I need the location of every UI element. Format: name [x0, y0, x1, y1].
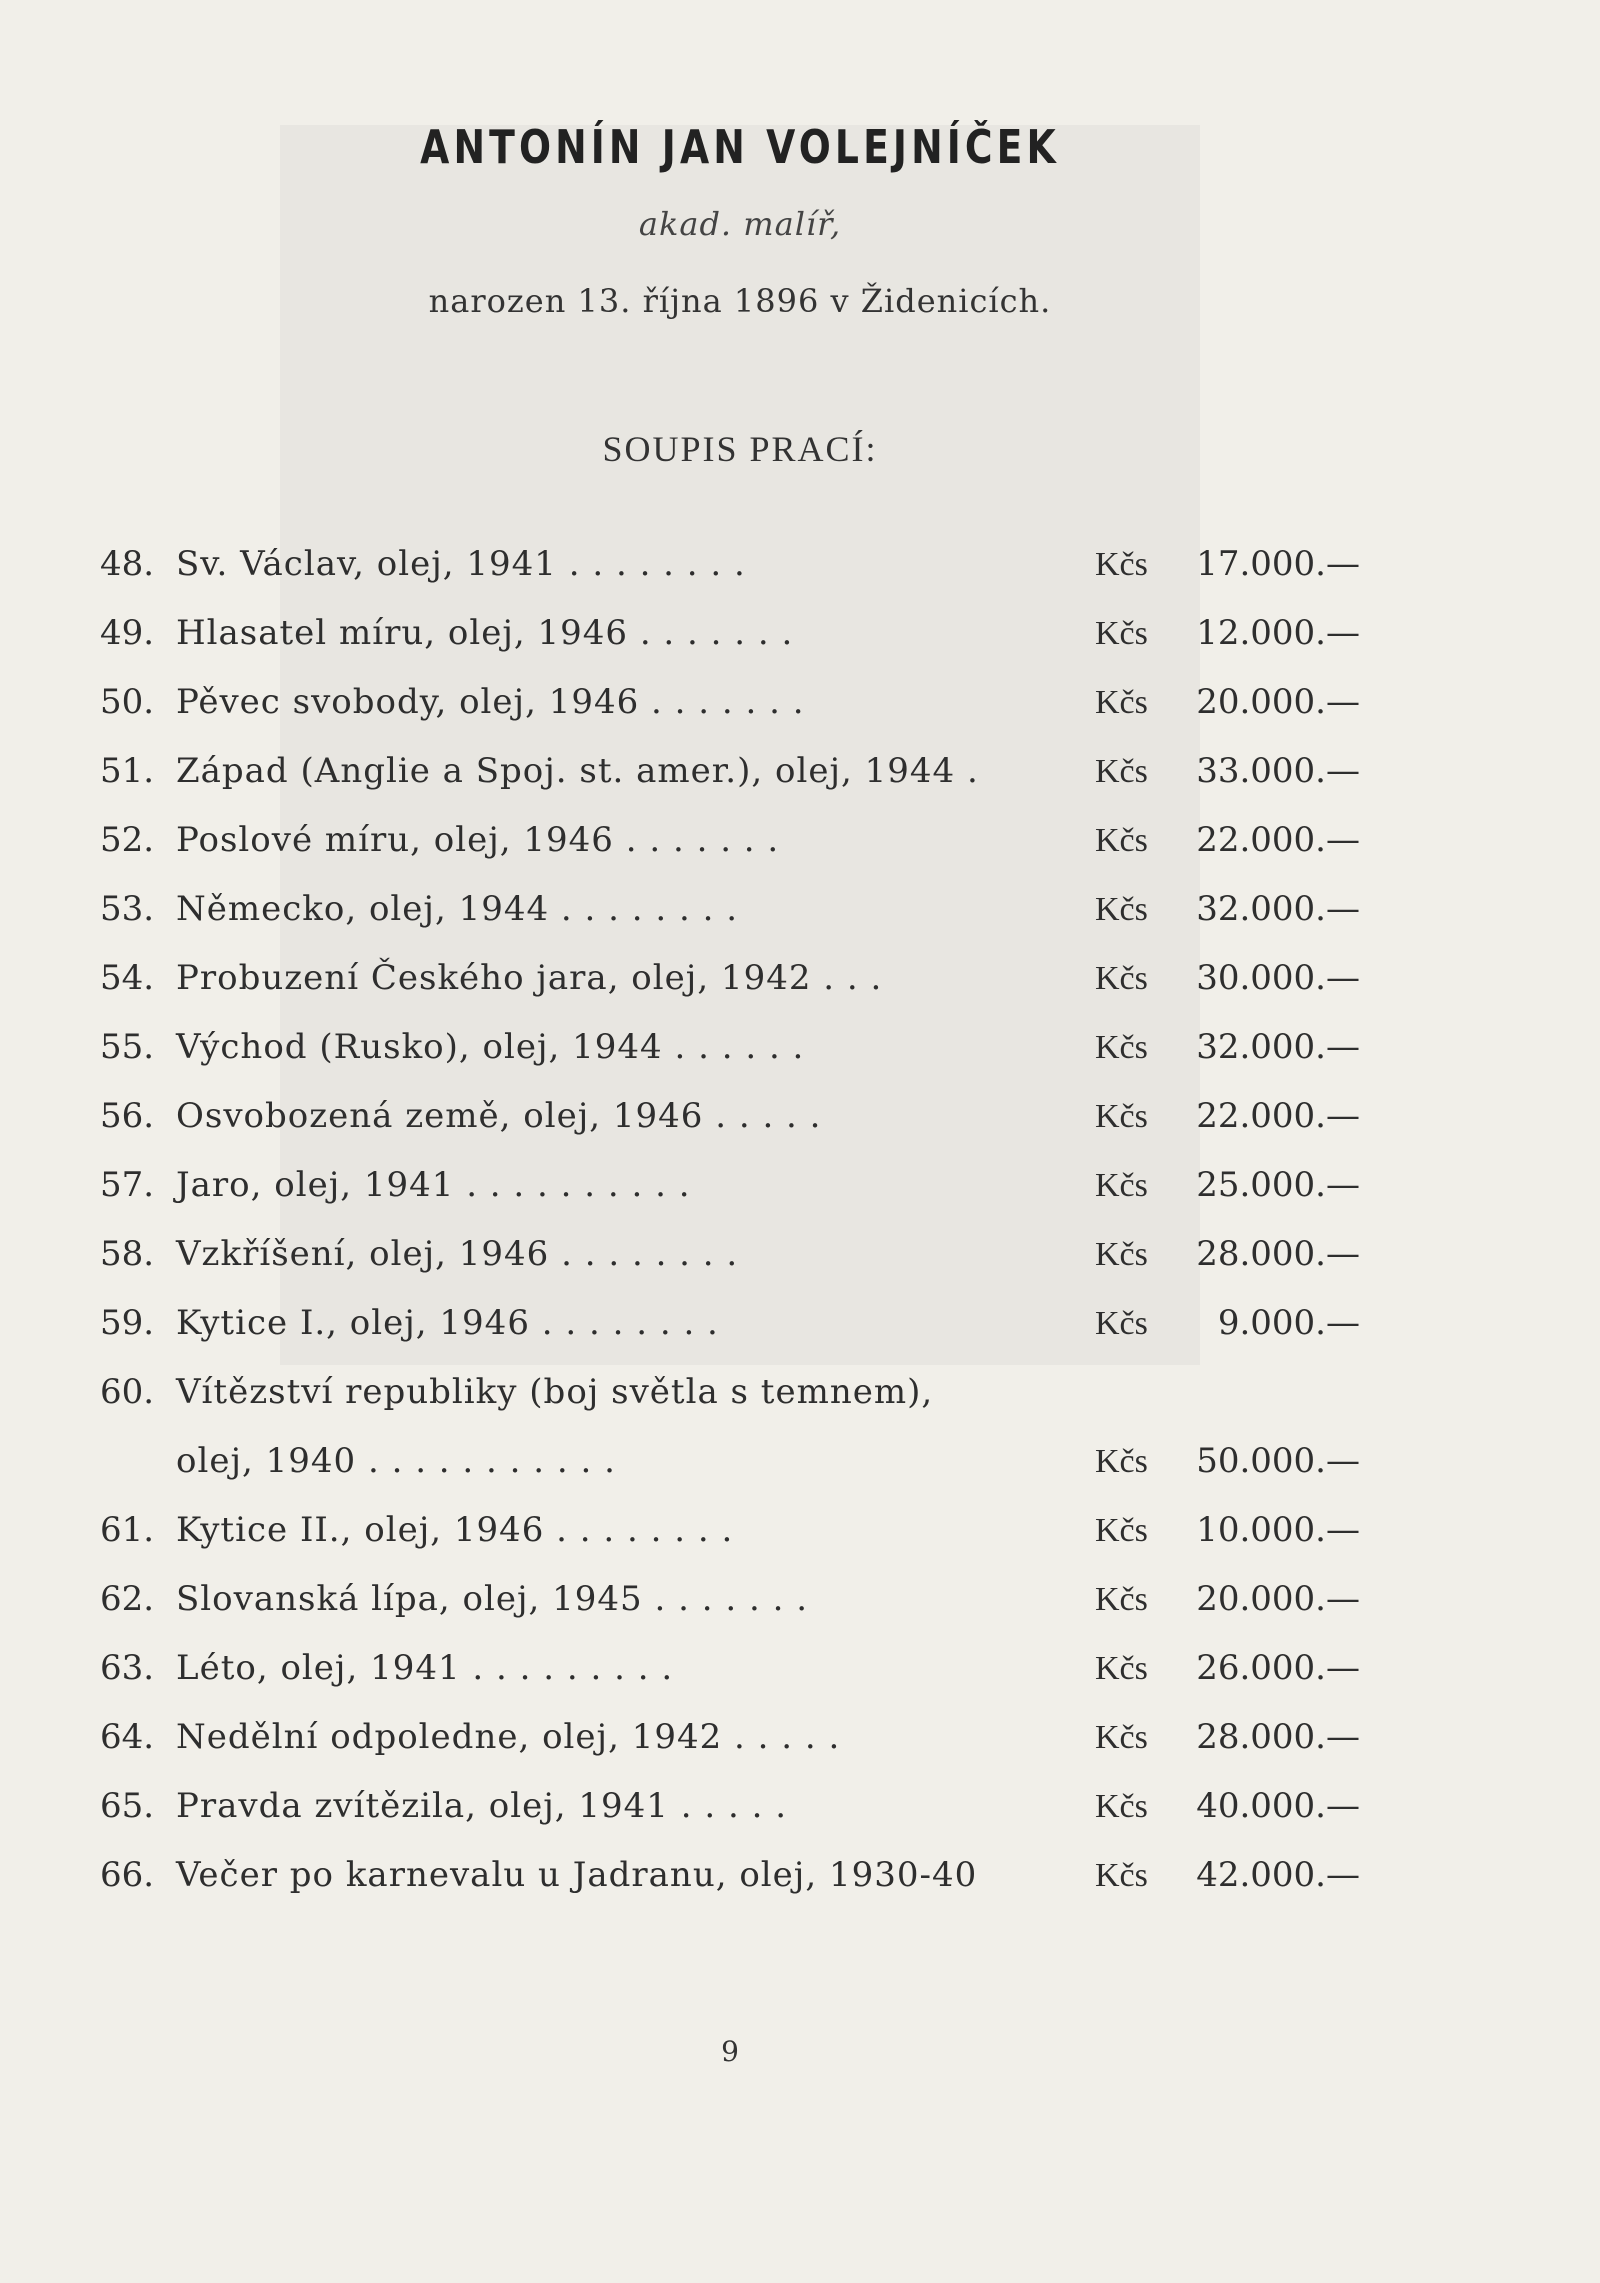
entry-currency: Kčs: [1095, 1719, 1148, 1756]
list-item: [100, 1289, 1380, 1358]
entry-number: 52.: [100, 820, 155, 860]
list-item: [100, 1703, 1380, 1772]
list-item: [100, 1841, 1380, 1910]
entry-title: Hlasatel míru, olej, 1946 . . . . . . .: [176, 613, 794, 653]
entry-title: Probuzení Českého jara, olej, 1942 . . .: [176, 958, 883, 998]
entry-title: Slovanská lípa, olej, 1945 . . . . . . .: [176, 1579, 808, 1619]
list-item: [100, 1496, 1380, 1565]
entry-price: 28.000.—: [1196, 1234, 1360, 1274]
entry-title: Vzkříšení, olej, 1946 . . . . . . . .: [176, 1234, 739, 1274]
entry-title: Západ (Anglie a Spoj. st. amer.), olej, 1944 .: [176, 751, 979, 791]
entry-price: 32.000.—: [1196, 1027, 1360, 1067]
entry-currency: Kčs: [1095, 546, 1148, 583]
entry-title: Kytice II., olej, 1946 . . . . . . . .: [176, 1510, 734, 1550]
entry-price: 10.000.—: [1196, 1510, 1360, 1550]
entry-price: 26.000.—: [1196, 1648, 1360, 1688]
entry-title: Kytice I., olej, 1946 . . . . . . . .: [176, 1303, 719, 1343]
entry-number: 61.: [100, 1510, 155, 1550]
list-item: [100, 1013, 1380, 1082]
list-item: [100, 806, 1380, 875]
entry-title: Nedělní odpoledne, olej, 1942 . . . . .: [176, 1717, 841, 1757]
entry-number: 63.: [100, 1648, 155, 1688]
entry-price: 28.000.—: [1196, 1717, 1360, 1757]
entry-title: Léto, olej, 1941 . . . . . . . . .: [176, 1648, 674, 1688]
entry-price: 20.000.—: [1196, 682, 1360, 722]
entry-currency: Kčs: [1095, 891, 1148, 928]
entry-number: 60.: [100, 1372, 155, 1412]
birth-info: narozen 13. října 1896 v Židenicích.: [428, 282, 1052, 320]
list-item: [100, 1082, 1380, 1151]
entry-price: 22.000.—: [1196, 1096, 1360, 1136]
entry-number: 59.: [100, 1303, 155, 1343]
entry-price: 22.000.—: [1196, 820, 1360, 860]
entry-price: 32.000.—: [1196, 889, 1360, 929]
entry-title: Večer po karnevalu u Jadranu, olej, 1930-40: [176, 1855, 978, 1895]
entry-number: 57.: [100, 1165, 155, 1205]
entry-currency: Kčs: [1095, 1788, 1148, 1825]
entry-price: 30.000.—: [1196, 958, 1360, 998]
entry-title: Pěvec svobody, olej, 1946 . . . . . . .: [176, 682, 805, 722]
entry-title: Osvobozená země, olej, 1946 . . . . .: [176, 1096, 822, 1136]
entry-price: 33.000.—: [1196, 751, 1360, 791]
entry-currency: Kčs: [1095, 684, 1148, 721]
entry-title: Poslové míru, olej, 1946 . . . . . . .: [176, 820, 780, 860]
list-item: [100, 1772, 1380, 1841]
entry-number: 53.: [100, 889, 155, 929]
works-list: [100, 530, 1380, 1910]
page-number: 9: [721, 2035, 739, 2068]
entry-number: 54.: [100, 958, 155, 998]
entry-title: Jaro, olej, 1941 . . . . . . . . . .: [176, 1165, 691, 1205]
entry-number: 58.: [100, 1234, 155, 1274]
entry-price: 42.000.—: [1196, 1855, 1360, 1895]
entry-currency: Kčs: [1095, 615, 1148, 652]
entry-price: 17.000.—: [1196, 544, 1360, 584]
list-item: [100, 530, 1380, 599]
list-item: [100, 1634, 1380, 1703]
list-item: [100, 668, 1380, 737]
artist-name: ANTONÍN JAN VOLEJNÍČEK: [420, 120, 1060, 174]
list-item: [100, 1358, 1380, 1427]
entry-number: 51.: [100, 751, 155, 791]
entry-title: olej, 1940 . . . . . . . . . . .: [176, 1441, 616, 1481]
entry-number: 49.: [100, 613, 155, 653]
list-item: [100, 1565, 1380, 1634]
entry-price: 25.000.—: [1196, 1165, 1360, 1205]
entry-title: Německo, olej, 1944 . . . . . . . .: [176, 889, 739, 929]
entry-currency: Kčs: [1095, 1443, 1148, 1480]
entry-currency: Kčs: [1095, 1167, 1148, 1204]
entry-currency: Kčs: [1095, 1650, 1148, 1687]
entry-number: 66.: [100, 1855, 155, 1895]
entry-number: 50.: [100, 682, 155, 722]
entry-title: Vítězství republiky (boj světla s temnem),: [176, 1372, 934, 1412]
entry-price: 50.000.—: [1196, 1441, 1360, 1481]
entry-currency: Kčs: [1095, 1857, 1148, 1894]
entry-currency: Kčs: [1095, 1236, 1148, 1273]
entry-number: 62.: [100, 1579, 155, 1619]
entry-currency: Kčs: [1095, 822, 1148, 859]
list-item: [100, 1427, 1380, 1496]
list-item: [100, 737, 1380, 806]
section-heading: SOUPIS PRACÍ:: [602, 429, 878, 469]
entry-number: 64.: [100, 1717, 155, 1757]
artist-title: akad. malíř,: [638, 205, 842, 243]
list-item: [100, 944, 1380, 1013]
entry-number: 65.: [100, 1786, 155, 1826]
entry-currency: Kčs: [1095, 753, 1148, 790]
entry-title: Pravda zvítězila, olej, 1941 . . . . .: [176, 1786, 788, 1826]
entry-price: 20.000.—: [1196, 1579, 1360, 1619]
entry-currency: Kčs: [1095, 1581, 1148, 1618]
entry-currency: Kčs: [1095, 960, 1148, 997]
entry-price: 9.000.—: [1217, 1303, 1360, 1343]
entry-currency: Kčs: [1095, 1098, 1148, 1135]
entry-currency: Kčs: [1095, 1029, 1148, 1066]
list-item: [100, 599, 1380, 668]
entry-number: 48.: [100, 544, 155, 584]
entry-title: Sv. Václav, olej, 1941 . . . . . . . .: [176, 544, 746, 584]
entry-title: Východ (Rusko), olej, 1944 . . . . . .: [176, 1027, 805, 1067]
entry-currency: Kčs: [1095, 1512, 1148, 1549]
entry-price: 40.000.—: [1196, 1786, 1360, 1826]
list-item: [100, 1220, 1380, 1289]
list-item: [100, 875, 1380, 944]
entry-currency: Kčs: [1095, 1305, 1148, 1342]
entry-price: 12.000.—: [1196, 613, 1360, 653]
entry-number: 55.: [100, 1027, 155, 1067]
list-item: [100, 1151, 1380, 1220]
entry-number: 56.: [100, 1096, 155, 1136]
